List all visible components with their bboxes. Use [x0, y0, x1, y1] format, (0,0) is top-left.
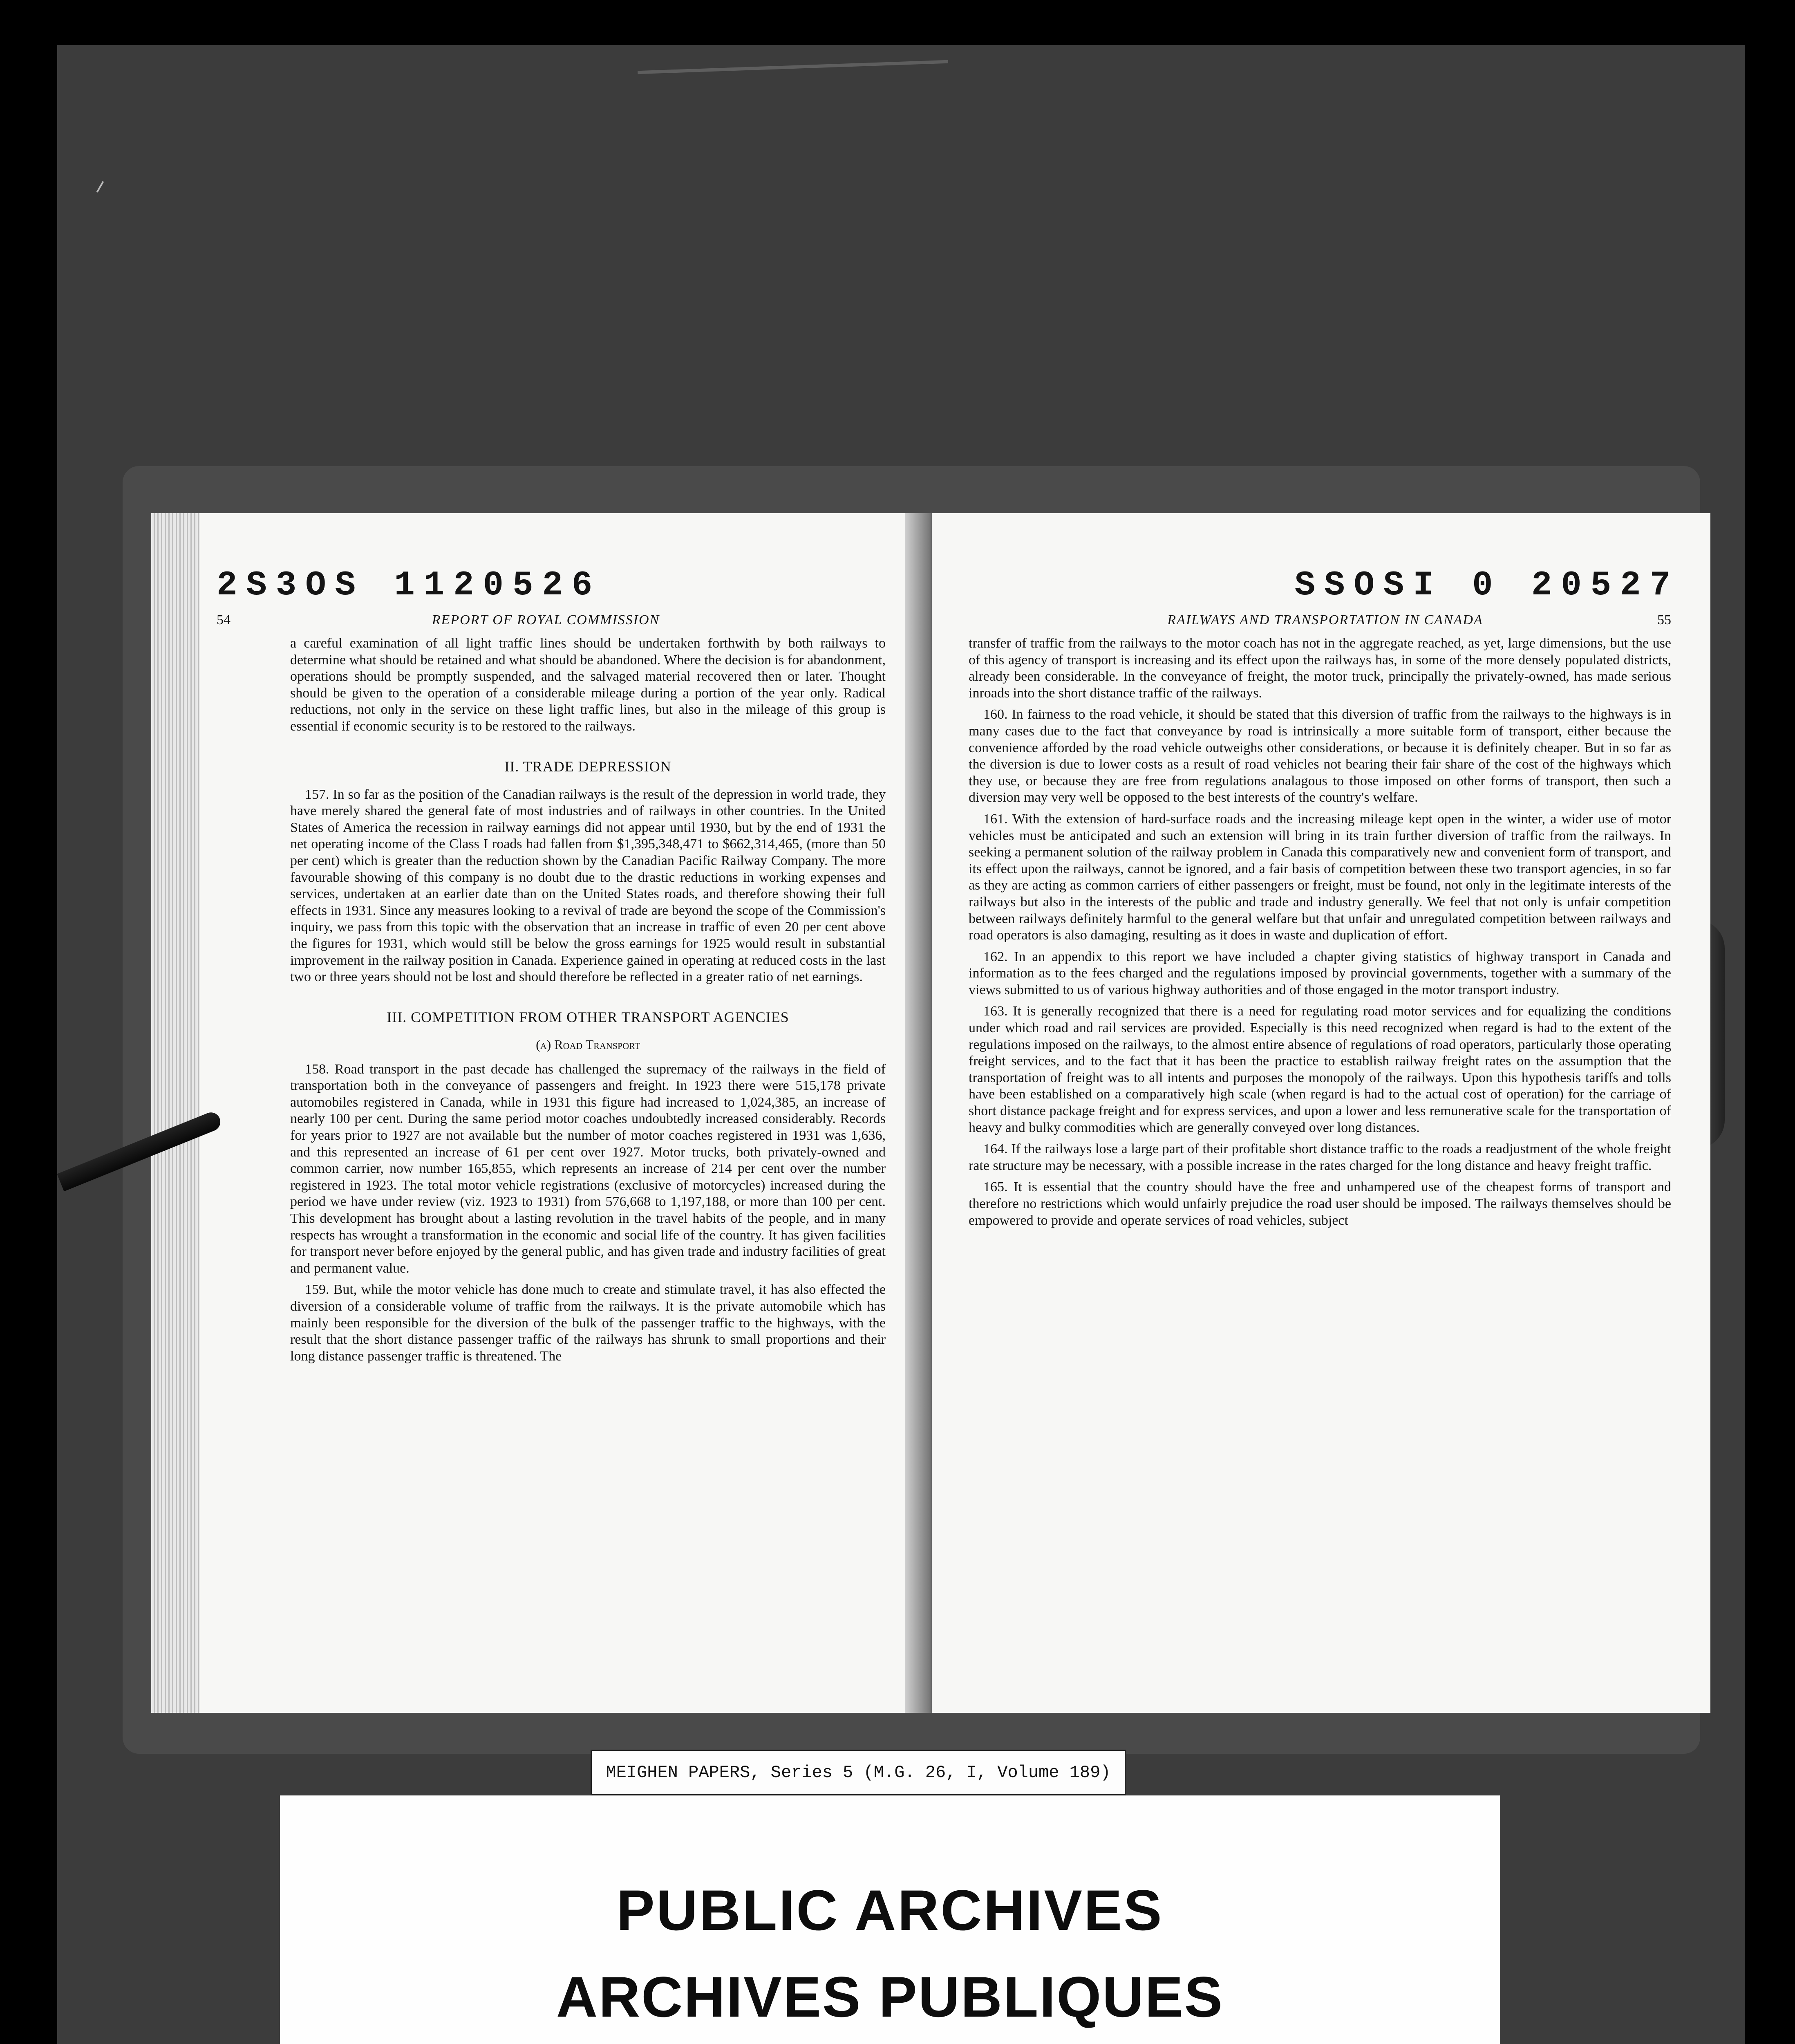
- paragraph-159: 159. But, while the motor vehicle has done much to create and stimulate travel, it has also effected the diversion of a considerable volume of traffic from the railways. It is the private automobile which has mainly been responsible for the diversion of the bulk of the passenger traffic to the highways, with the result that the short distance passenger traffic of the railways has shrunk to small proportions and their long distance passenger traffic is threatened. The: [290, 1282, 886, 1364]
- paragraph-165: 165. It is essential that the country should have the free and unhampered use of the cheapest forms of transport and therefore no restrictions which would unfairly prejudice the road user should be imposed. The railways themselves should be empowered to provide and operate services of road vehicles, subject: [969, 1179, 1671, 1228]
- right-page-stamp: SSOSI 0 20527: [1294, 566, 1679, 605]
- paragraph-162: 162. In an appendix to this report we have included a chapter giving statistics of highway transport in Canada and information as to the fees charged and the regulations imposed by provincial governments, together with a summary of the views submitted to us of various highway authorities and of those engaged in the motor transport industry.: [969, 949, 1671, 997]
- archive-card-line-2: ARCHIVES PUBLIQUES: [556, 1965, 1224, 2029]
- left-page: [151, 513, 930, 1713]
- right-running-head: [969, 612, 1671, 628]
- archive-card-line-1: PUBLIC ARCHIVES: [616, 1878, 1164, 1942]
- paragraph-160: 160. In fairness to the road vehicle, it should be stated that this diversion of traffic from the railways to the highways is in many cases due to the fact that conveyance by road is intrinsically a more suitable form of transport, either because the convenience afforded by the road vehicle outweighs other considerations, or because it is definitely cheaper. But in so far as the diversion is due to lower costs as a result of road vehicles not bearing their fair share of the cost of the highways which they use, or because they are free from regulations analagous to those imposed on other forms of transport, then such a diversion may very well be opposed to the best interests of the country's welfare.: [969, 707, 1671, 805]
- left-page-stamp: 2S3OS 1120526: [217, 566, 602, 605]
- section-heading-trade-depression: II. TRADE DEPRESSION: [504, 758, 671, 775]
- right-page-number: 55: [1657, 612, 1671, 628]
- paragraph-161: 161. With the extension of hard-surface roads and the increasing mileage kept open in the winter, a wider use of motor vehicles must be anticipated and such an extension will bring in its train further diversion of traffic from the railways. In seeking a permanent solution of the railway problem in Canada this comparatively new and convenient form of transport, and its effect upon the railways, cannot be ignored, and a fair basis of competition between these two transport agencies, in so far as they are acting as common carriers of either passengers or freight, must be found, not only in the legitimate interests of the railways but also in the interests of the public and trade and industry generally. We feel that not only is unfair competition between railways definitely harmful to the general welfare but that unfair and unregulated competition between railways and road operators is also damaging, resulting as it does in waste and duplication of effort.: [969, 811, 1671, 943]
- right-continued-paragraph: transfer of traffic from the railways to the motor coach has not in the aggregate reached, as yet, large dimensions, but the use of this agency of transport is increasing and its effect upon the railways has, in some of the more densely populated districts, already been considerable. In the conveyance of freight, the motor truck, principally the privately-owned, has made serious inroads into the short distance traffic of the railways.: [969, 636, 1671, 701]
- right-page: [932, 513, 1710, 1713]
- page-stack-edge: [151, 513, 200, 1713]
- subsection-heading-road-transport: (a) Road Transport: [536, 1037, 640, 1052]
- reference-label: MEIGHEN PAPERS, Series 5 (M.G. 26, I, Volume 189): [591, 1750, 1126, 1795]
- left-running-head: [217, 612, 886, 628]
- left-running-title: REPORT OF ROYAL COMMISSION: [432, 612, 660, 628]
- archive-card: [280, 1795, 1500, 2044]
- paragraph-163: 163. It is generally recognized that there is a need for regulating road motor services and for equalizing the conditions under which road and rail services are provided. Especially is this need recognized when regard is had to the extent of the regulations imposed on the railways, to the almost entire absence of regulations of road operators, particularly those operating freight services, and to the fact that it has been the practice to establish railway freight rates on the assumption that the transportation of freight was to all intents and purposes the monopoly of the railways. Upon this hypothesis tariffs and tolls have been established on a comparatively high scale (when regard is had to the actual cost of operation) for the carriage of short distance package freight and for express services, and upon a lower and less remunerative scale for the transportation of heavy and bulky commodities which are generally conveyed over long distances.: [969, 1004, 1671, 1135]
- left-page-number: 54: [217, 612, 231, 628]
- section-heading-competition: III. COMPETITION FROM OTHER TRANSPORT AGENCIES: [387, 1009, 789, 1025]
- left-continued-paragraph: a careful examination of all light traffic lines should be undertaken forthwith by both railways to determine what should be retained and what should be abandoned. Where the decision is for abandonment, operations should be promptly suspended, and the salvaged material recovered then or later. Thought should be given to the operation of a considerable mileage during a portion of the year only. Radical reductions, not only in the service on these light traffic lines, but also in the mileage of this group is essential if economic security is to be restored to the railways.: [290, 636, 886, 734]
- paragraph-157: 157. In so far as the position of the Canadian railways is the result of the depression in world trade, they have merely shared the general fate of most industries and of railways in other countries. In the United States of America the recession in railway earnings did not appear until 1930, but by the end of 1931 the net operating income of the Class I roads had fallen from $1,395,348,471 to $662,314,465, (more than 50 per cent) which is greater than the reduction shown by the Canadian Pacific Railway Company. The more favourable showing of this company is no doubt due to the drastic reductions in working expenses and services, undertaken at an earlier date than on the United States roads, and therefore showing their full effects in 1931. Since any measures looking to a revival of trade are beyond the scope of the Commission's inquiry, we pass from this topic with the observation that an increase in traffic of even 20 per cent above the figures for 1931, which would still be below the gross earnings for 1925 would result in substantial improvement in the railway position in Canada. Experience gained in operating at reduced costs in the last two or three years should not be lost and should therefore be reflected in a greater ratio of net earnings.: [290, 787, 886, 985]
- paragraph-164: 164. If the railways lose a large part of their profitable short distance traffic to the roads a readjustment of the whole freight rate structure may be necessary, with a possible increase in the rates charged for the long distance and heavy freight traffic.: [969, 1141, 1671, 1173]
- right-running-title: RAILWAYS AND TRANSPORTATION IN CANADA: [1167, 612, 1483, 628]
- paragraph-158: 158. Road transport in the past decade has challenged the supremacy of the railways in the field of transportation both in the conveyance of passengers and freight. In 1923 there were 515,178 private automobiles registered in Canada, while in 1931 this figure had increased to 1,024,385, an increase of nearly 100 per cent. During the same period motor coaches undoubtedly increased considerably. Records for years prior to 1927 are not available but the number of motor coaches registered in 1931 was 1,636, and this represented an increase of 61 per cent over 1927. Motor trucks, both privately-owned and common carrier, now number 165,855, which represents an increase of 214 per cent over the number registered in 1923. The total motor vehicle registrations (exclusive of motorcycles) increased during the period we have under review (viz. 1923 to 1931) from 576,668 to 1,197,188, or more than 100 per cent. This development has brought about a lasting revolution in the travel habits of the people, and in many respects has wrought a transformation in the economic and social life of the country. It has given facilities for transport never before enjoyed by the general public, and has given trade and industry facilities of great and permanent value.: [290, 1061, 886, 1276]
